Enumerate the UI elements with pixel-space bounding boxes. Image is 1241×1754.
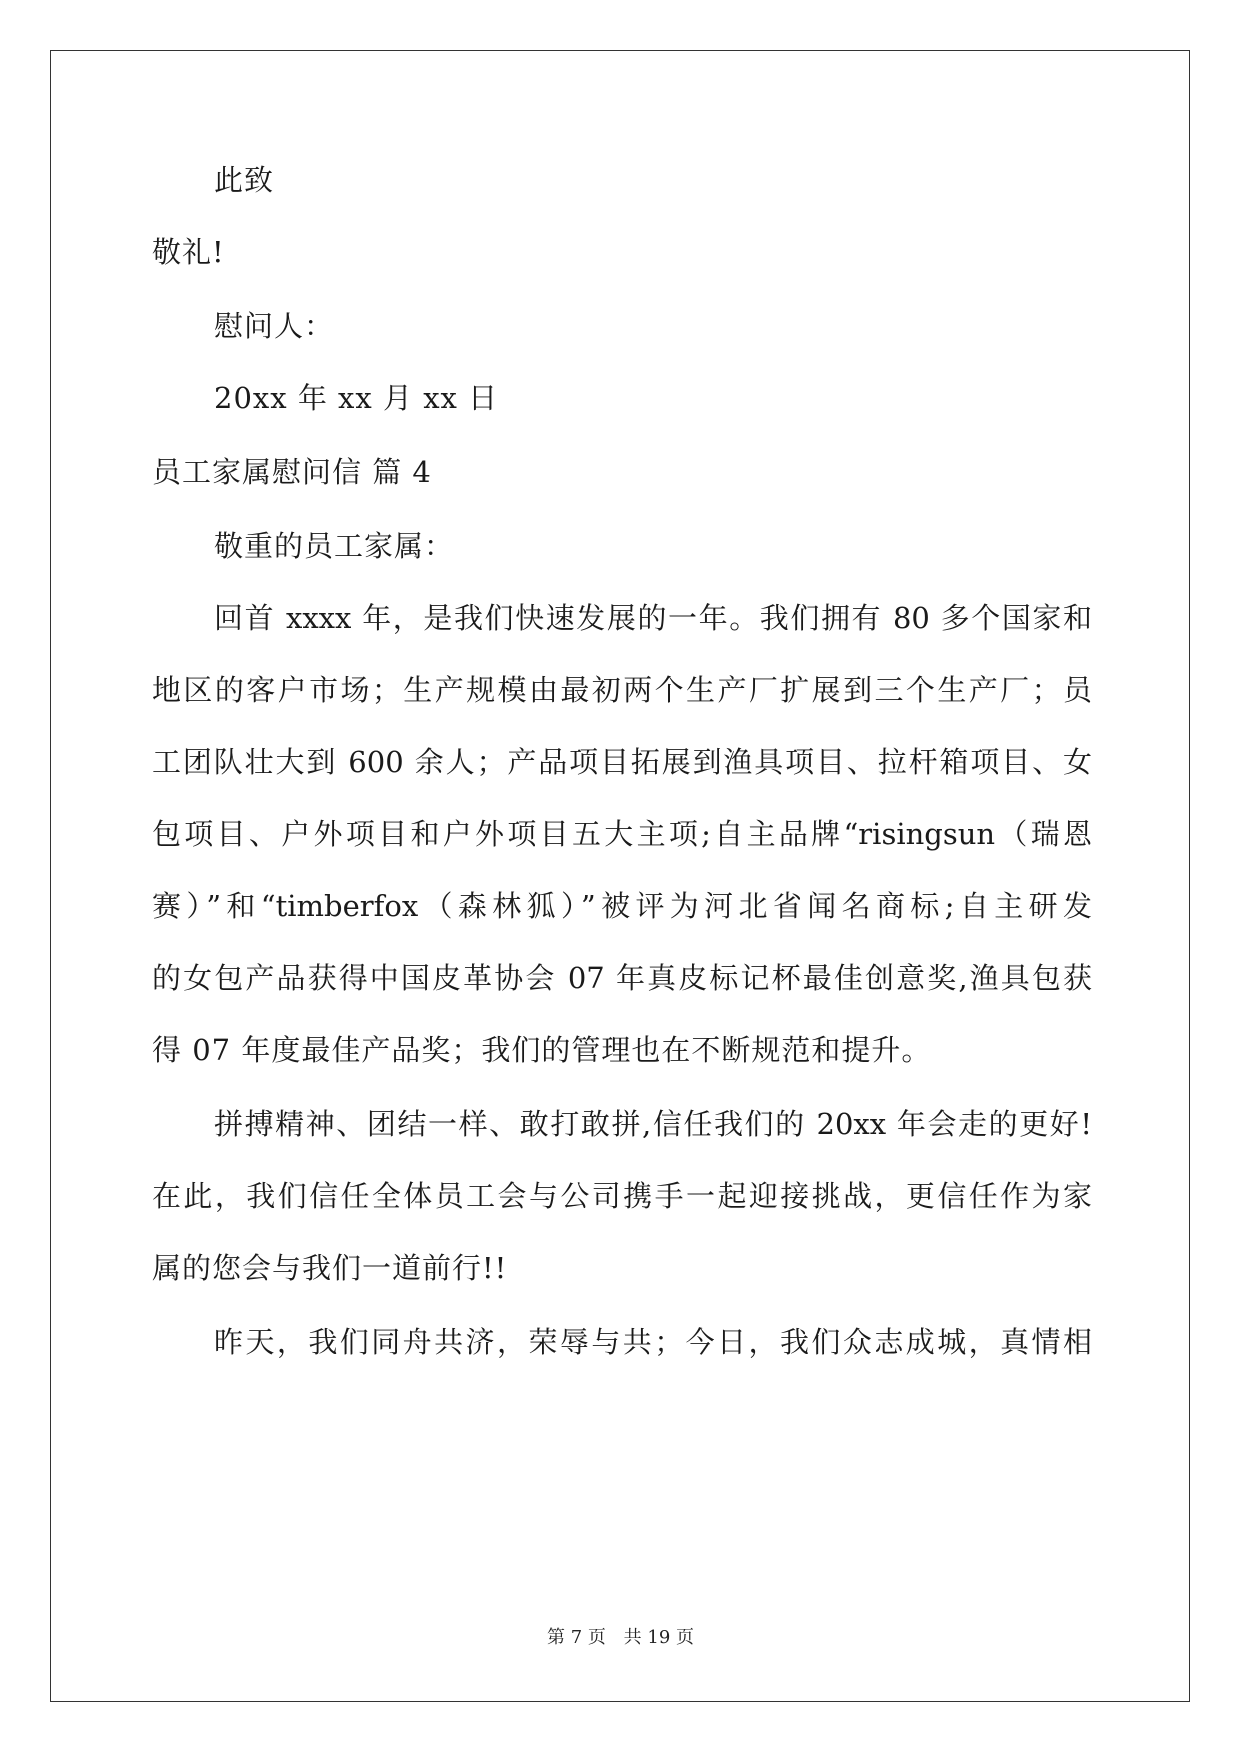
page-footer	[0, 1626, 1241, 1650]
letter-greeting: 敬重的员工家属：	[214, 529, 455, 563]
page-number: 第 7 页	[547, 1627, 606, 1648]
paragraph-line: 回首 xxxx 年，是我们快速发展的一年。我们拥有 80 多个国家和	[214, 601, 1092, 635]
closing-regards: 敬礼!	[152, 235, 225, 269]
page-border	[50, 50, 1190, 1702]
section-heading: 员工家属慰问信 篇 4	[152, 455, 432, 489]
page-total: 共 19 页	[623, 1627, 694, 1648]
paragraph-line: 赛）”和“timberfox（森林狐）”被评为河北省闻名商标;自主研发	[152, 889, 1092, 923]
paragraph-line: 在此，我们信任全体员工会与公司携手一起迎接挑战，更信任作为家	[152, 1179, 1092, 1213]
paragraph-line: 包项目、户外项目和户外项目五大主项;自主品牌“risingsun（瑞恩	[152, 817, 1092, 851]
paragraph-line: 属的您会与我们一道前行!!	[152, 1251, 508, 1285]
paragraph-line: 得 07 年度最佳产品奖；我们的管理也在不断规范和提升。	[152, 1033, 932, 1067]
paragraph-line: 拼搏精神、团结一样、敢打敢拼,信任我们的 20xx 年会走的更好!	[214, 1107, 1092, 1141]
signatory-label: 慰问人：	[214, 309, 335, 343]
letter-date: 20xx 年 xx 月 xx 日	[214, 381, 499, 415]
paragraph-line: 工团队壮大到 600 余人；产品项目拓展到渔具项目、拉杆箱项目、女	[152, 745, 1092, 779]
paragraph-line: 的女包产品获得中国皮革协会 07 年真皮标记杯最佳创意奖,渔具包获	[152, 961, 1092, 995]
paragraph-line: 昨天，我们同舟共济，荣辱与共；今日，我们众志成城，真情相	[214, 1325, 1092, 1359]
paragraph-line: 地区的客户市场；生产规模由最初两个生产厂扩展到三个生产厂；员	[152, 673, 1092, 707]
closing-salutation: 此致	[214, 163, 275, 197]
